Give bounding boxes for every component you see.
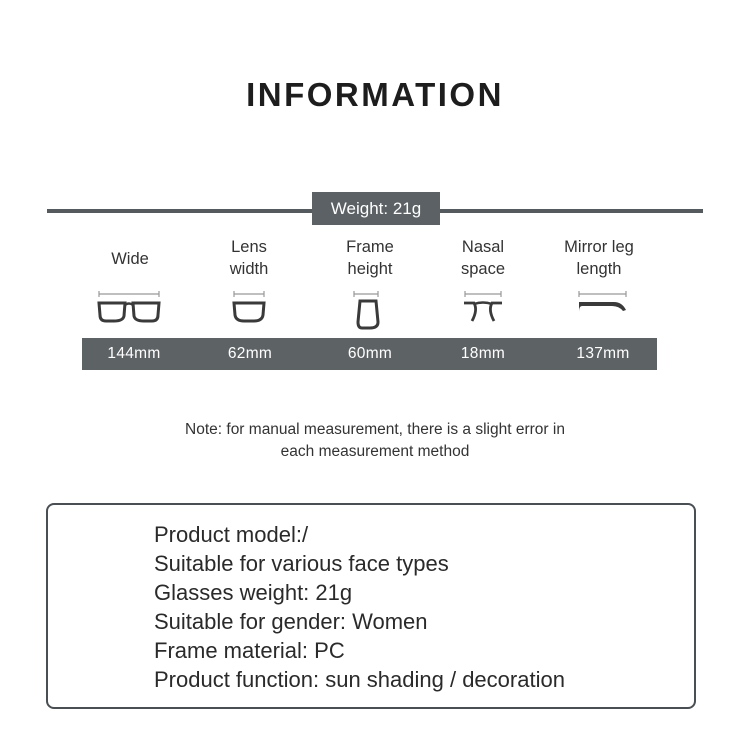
detail-gender: Suitable for gender: Women — [154, 609, 428, 634]
measurement-label-frame-height: Frame height — [346, 238, 394, 278]
page-title: INFORMATION — [246, 76, 504, 113]
detail-frame-material: Frame material: PC — [154, 638, 345, 663]
product-details-list — [154, 520, 565, 694]
measurement-label-lens-width: Lens width — [229, 238, 269, 278]
nasal-space-icon — [462, 290, 504, 326]
detail-product-model: Product model:/ — [154, 522, 309, 547]
measurement-note: Note: for manual measurement, there is a slight error in each measurement method — [185, 421, 565, 460]
weight-badge: Weight: 21g — [312, 192, 440, 225]
measurement-label-mirror-leg: Mirror leg length — [564, 238, 634, 278]
detail-face-types: Suitable for various face types — [154, 551, 449, 576]
measurement-value-wide: 144mm — [107, 345, 161, 362]
measurement-label-nasal-space: Nasal space — [460, 238, 506, 278]
measurement-value-nasal-space: 18mm — [460, 345, 506, 362]
lens-width-icon — [230, 290, 268, 326]
detail-glasses-weight: Glasses weight: 21g — [154, 580, 353, 605]
detail-product-function: Product function: sun shading / decoration — [154, 667, 565, 692]
measurement-value-frame-height: 60mm — [347, 345, 393, 362]
measurement-value-lens-width: 62mm — [227, 345, 273, 362]
frame-height-icon — [350, 290, 386, 332]
measurement-value-mirror-leg: 137mm — [576, 345, 630, 362]
temple-length-icon — [576, 290, 630, 326]
measurement-label-wide: Wide — [111, 250, 149, 268]
glasses-front-icon — [96, 290, 162, 326]
